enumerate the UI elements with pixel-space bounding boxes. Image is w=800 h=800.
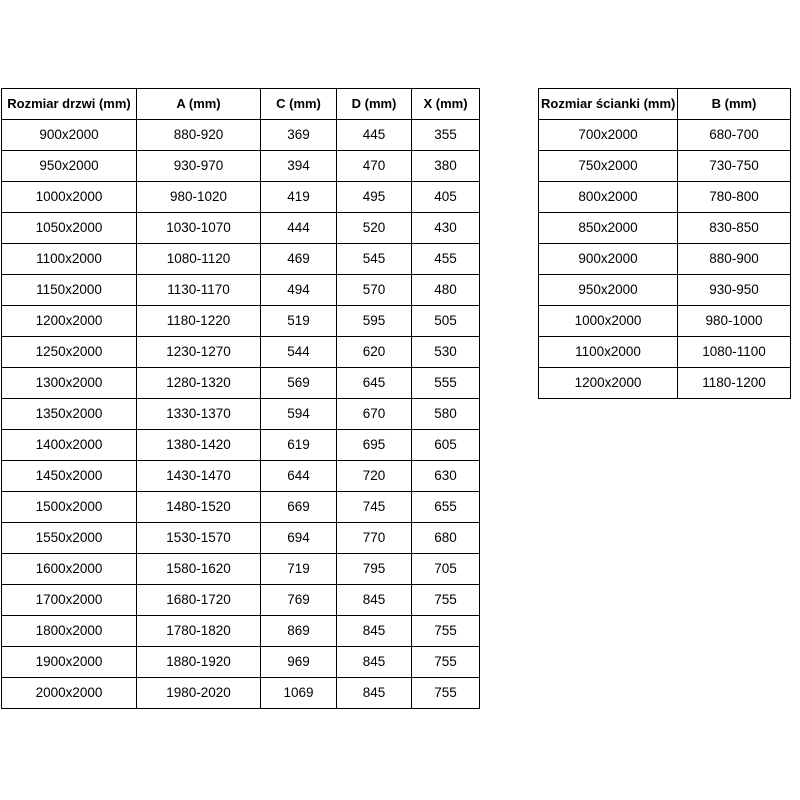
table-cell: 1450x2000: [2, 461, 137, 492]
table-cell: 1780-1820: [137, 616, 261, 647]
table-cell: 1200x2000: [539, 368, 678, 399]
table-row: [539, 151, 791, 182]
table-cell: 1250x2000: [2, 337, 137, 368]
table-cell: 445: [337, 120, 412, 151]
table-cell: 1980-2020: [137, 678, 261, 709]
table-cell: 1100x2000: [2, 244, 137, 275]
table-cell: 730-750: [678, 151, 791, 182]
table-cell: 655: [412, 492, 480, 523]
table-row: [539, 244, 791, 275]
table-row: [2, 120, 480, 151]
table-cell: 1200x2000: [2, 306, 137, 337]
column-header: D (mm): [337, 89, 412, 120]
table-cell: 755: [412, 616, 480, 647]
table-row: [2, 244, 480, 275]
table-cell: 1550x2000: [2, 523, 137, 554]
table-cell: 980-1000: [678, 306, 791, 337]
table-cell: 769: [261, 585, 337, 616]
table-cell: 1900x2000: [2, 647, 137, 678]
table-row: [2, 585, 480, 616]
table-row: [539, 337, 791, 368]
table-cell: 969: [261, 647, 337, 678]
table-cell: 569: [261, 368, 337, 399]
table-cell: 770: [337, 523, 412, 554]
table-cell: 845: [337, 585, 412, 616]
table-cell: 930-970: [137, 151, 261, 182]
table-cell: 380: [412, 151, 480, 182]
table-cell: 980-1020: [137, 182, 261, 213]
door-size-table: [1, 88, 480, 709]
table-cell: 594: [261, 399, 337, 430]
table-cell: 780-800: [678, 182, 791, 213]
column-header: B (mm): [678, 89, 791, 120]
column-header: A (mm): [137, 89, 261, 120]
table-cell: 520: [337, 213, 412, 244]
table-cell: 1030-1070: [137, 213, 261, 244]
table-cell: 430: [412, 213, 480, 244]
table-row: [539, 275, 791, 306]
table-cell: 900x2000: [539, 244, 678, 275]
table-cell: 750x2000: [539, 151, 678, 182]
table-row: [539, 213, 791, 244]
table-cell: 644: [261, 461, 337, 492]
table-row: [2, 523, 480, 554]
table-cell: 1500x2000: [2, 492, 137, 523]
table-row: [2, 275, 480, 306]
table-cell: 900x2000: [2, 120, 137, 151]
table-cell: 1330-1370: [137, 399, 261, 430]
column-header: Rozmiar drzwi (mm): [2, 89, 137, 120]
table-cell: 1080-1100: [678, 337, 791, 368]
table-row: [539, 368, 791, 399]
table-cell: 680: [412, 523, 480, 554]
table-cell: 1600x2000: [2, 554, 137, 585]
table-row: [539, 120, 791, 151]
table-cell: 494: [261, 275, 337, 306]
wall-size-table: [538, 88, 791, 399]
table-cell: 1530-1570: [137, 523, 261, 554]
table-cell: 950x2000: [539, 275, 678, 306]
table-cell: 1680-1720: [137, 585, 261, 616]
table-cell: 695: [337, 430, 412, 461]
table-cell: 555: [412, 368, 480, 399]
table-cell: 845: [337, 647, 412, 678]
table-cell: 869: [261, 616, 337, 647]
table-cell: 620: [337, 337, 412, 368]
table-cell: 505: [412, 306, 480, 337]
table-cell: 1700x2000: [2, 585, 137, 616]
table-cell: 755: [412, 585, 480, 616]
table-cell: 645: [337, 368, 412, 399]
table-cell: 719: [261, 554, 337, 585]
table-cell: 755: [412, 678, 480, 709]
table-cell: 1280-1320: [137, 368, 261, 399]
table-row: [2, 678, 480, 709]
table-cell: 1800x2000: [2, 616, 137, 647]
column-header: C (mm): [261, 89, 337, 120]
header-row: [2, 89, 480, 120]
table-cell: 580: [412, 399, 480, 430]
table-cell: 530: [412, 337, 480, 368]
table-cell: 1000x2000: [2, 182, 137, 213]
table-cell: 680-700: [678, 120, 791, 151]
table-cell: 469: [261, 244, 337, 275]
table-row: [2, 492, 480, 523]
table-cell: 845: [337, 616, 412, 647]
table-cell: 1580-1620: [137, 554, 261, 585]
table-cell: 1480-1520: [137, 492, 261, 523]
table-row: [2, 368, 480, 399]
table-cell: 930-950: [678, 275, 791, 306]
table-cell: 1050x2000: [2, 213, 137, 244]
table-row: [2, 213, 480, 244]
table-cell: 1000x2000: [539, 306, 678, 337]
table-cell: 570: [337, 275, 412, 306]
table-cell: 700x2000: [539, 120, 678, 151]
table-cell: 800x2000: [539, 182, 678, 213]
table-cell: 880-920: [137, 120, 261, 151]
table-cell: 1080-1120: [137, 244, 261, 275]
column-header: X (mm): [412, 89, 480, 120]
table-cell: 669: [261, 492, 337, 523]
table-cell: 419: [261, 182, 337, 213]
table-row: [2, 554, 480, 585]
table-cell: 1130-1170: [137, 275, 261, 306]
table-cell: 495: [337, 182, 412, 213]
table-row: [539, 306, 791, 337]
table-cell: 694: [261, 523, 337, 554]
table-cell: 745: [337, 492, 412, 523]
table-row: [2, 337, 480, 368]
table-row: [2, 182, 480, 213]
table-cell: 480: [412, 275, 480, 306]
table-cell: 880-900: [678, 244, 791, 275]
table-cell: 830-850: [678, 213, 791, 244]
table-row: [2, 616, 480, 647]
table-cell: 630: [412, 461, 480, 492]
table-row: [2, 430, 480, 461]
table-cell: 405: [412, 182, 480, 213]
table-cell: 950x2000: [2, 151, 137, 182]
table-cell: 619: [261, 430, 337, 461]
table-cell: 850x2000: [539, 213, 678, 244]
table-cell: 605: [412, 430, 480, 461]
table-cell: 1150x2000: [2, 275, 137, 306]
table-cell: 394: [261, 151, 337, 182]
table-cell: 1100x2000: [539, 337, 678, 368]
table-cell: 470: [337, 151, 412, 182]
table-cell: 1430-1470: [137, 461, 261, 492]
table-cell: 544: [261, 337, 337, 368]
table-cell: 1180-1220: [137, 306, 261, 337]
table-row: [539, 182, 791, 213]
table-cell: 519: [261, 306, 337, 337]
table-cell: 1180-1200: [678, 368, 791, 399]
table-cell: 455: [412, 244, 480, 275]
table-cell: 1880-1920: [137, 647, 261, 678]
table-cell: 795: [337, 554, 412, 585]
table-cell: 1069: [261, 678, 337, 709]
table-cell: 2000x2000: [2, 678, 137, 709]
table-cell: 670: [337, 399, 412, 430]
table-cell: 1230-1270: [137, 337, 261, 368]
table-cell: 1300x2000: [2, 368, 137, 399]
table-cell: 1380-1420: [137, 430, 261, 461]
table-row: [2, 461, 480, 492]
table-cell: 444: [261, 213, 337, 244]
header-row: [539, 89, 791, 120]
table-row: [2, 151, 480, 182]
table-cell: 1400x2000: [2, 430, 137, 461]
table-cell: 845: [337, 678, 412, 709]
table-cell: 355: [412, 120, 480, 151]
table-row: [2, 306, 480, 337]
table-row: [2, 399, 480, 430]
table-row: [2, 647, 480, 678]
table-cell: 1350x2000: [2, 399, 137, 430]
table-cell: 755: [412, 647, 480, 678]
table-cell: 720: [337, 461, 412, 492]
table-cell: 595: [337, 306, 412, 337]
table-cell: 545: [337, 244, 412, 275]
table-cell: 369: [261, 120, 337, 151]
column-header: Rozmiar ścianki (mm): [539, 89, 678, 120]
table-cell: 705: [412, 554, 480, 585]
